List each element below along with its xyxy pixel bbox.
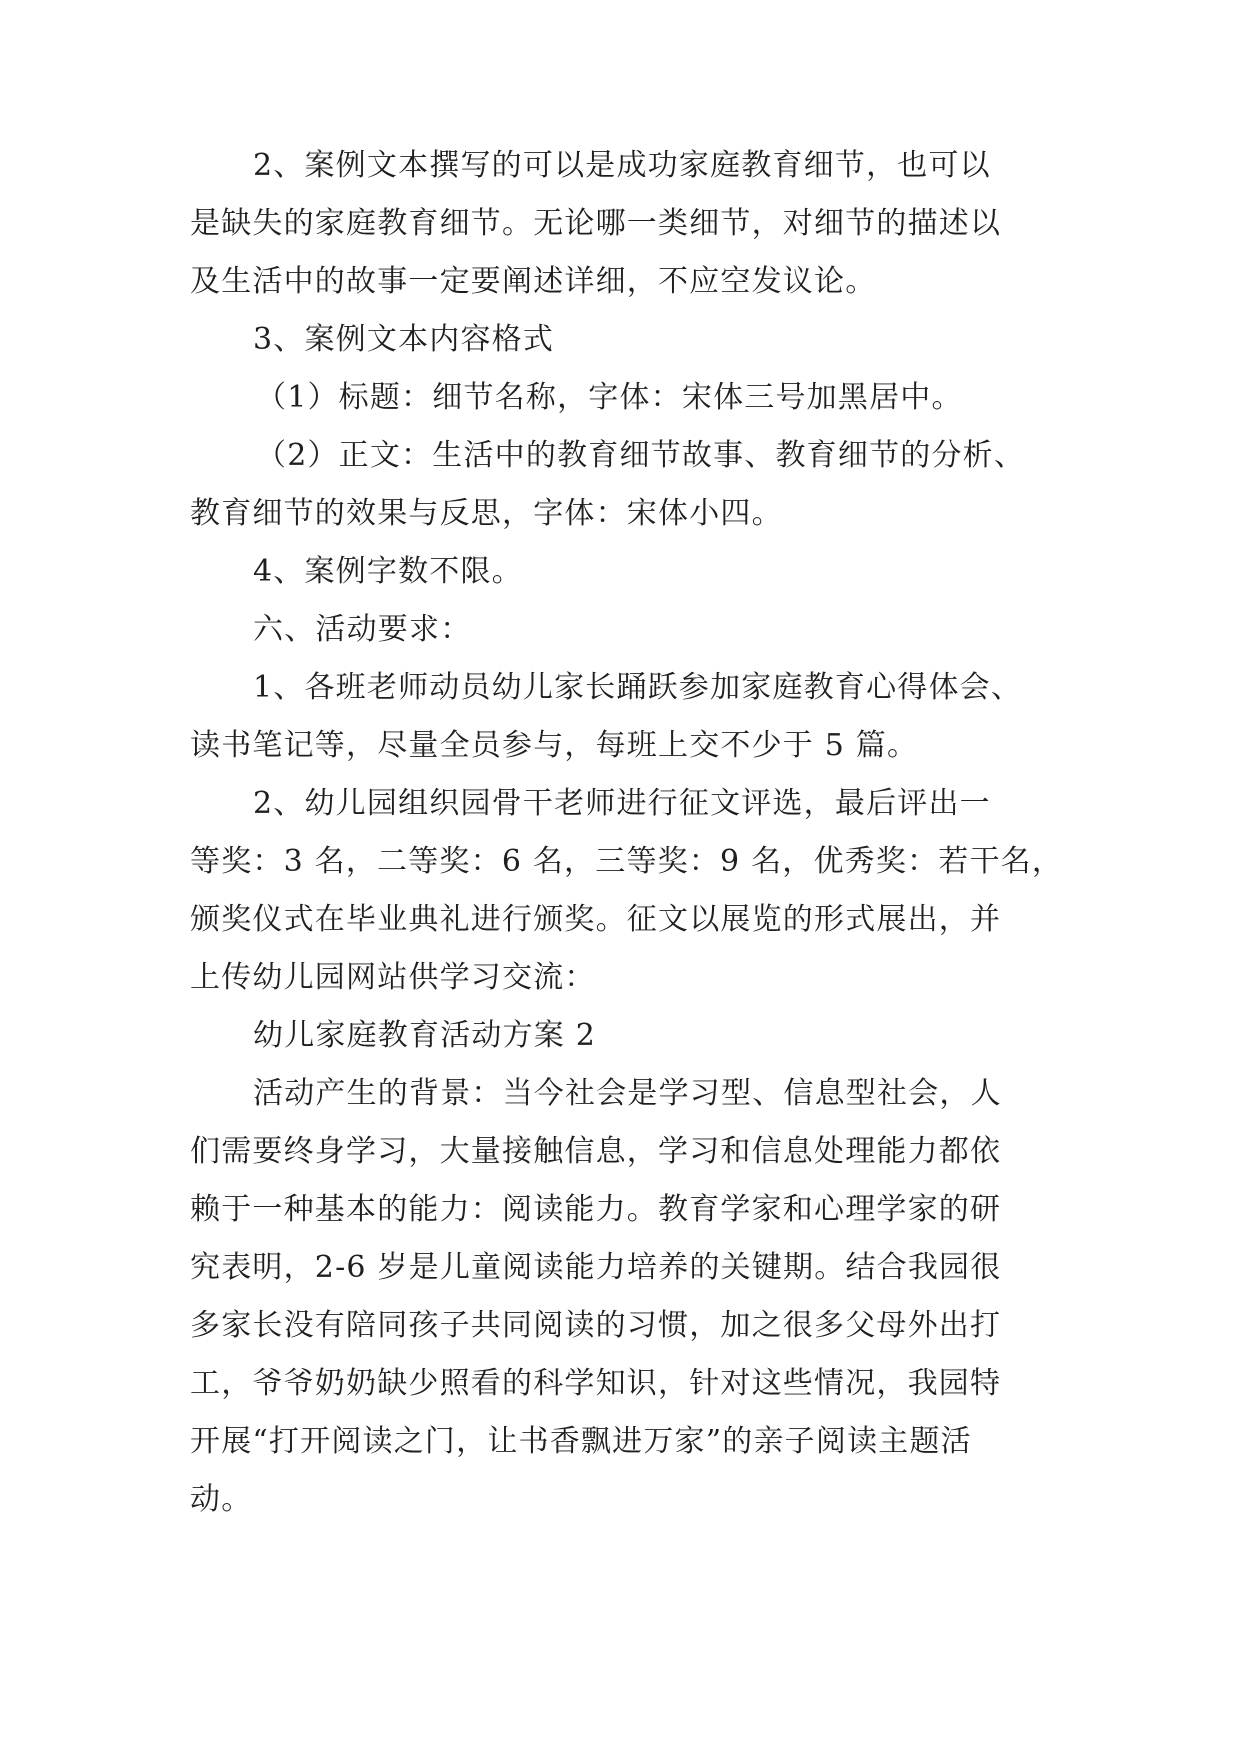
section-case-format: 3、案例文本内容格式 xyxy=(253,322,555,357)
paragraph-case-writing-line-1: 2、案例文本撰写的可以是成功家庭教育细节，也可以 xyxy=(253,148,991,183)
requirement-2-line-1: 2、幼儿园组织园骨干老师进行征文评选，最后评出一 xyxy=(253,786,991,821)
background-line-5: 多家长没有陪同孩子共同阅读的习惯，加之很多父母外出打 xyxy=(190,1308,1002,1343)
section-activity-requirements: 六、活动要求： xyxy=(253,612,472,647)
requirement-1-line-2: 读书笔记等，尽量全员参与，每班上交不少于 5 篇。 xyxy=(190,728,919,763)
format-body-item-line-1: （2）正文：生活中的教育细节故事、教育细节的分析、 xyxy=(256,438,1026,473)
background-line-3: 赖于一种基本的能力：阅读能力。教育学家和心理学家的研 xyxy=(190,1192,1002,1227)
requirement-2-line-4: 上传幼儿园网站供学习交流： xyxy=(190,960,596,995)
background-line-4: 究表明，2-6 岁是儿童阅读能力培养的关键期。结合我园很 xyxy=(190,1250,1002,1285)
background-line-2: 们需要终身学习，大量接触信息，学习和信息处理能力都依 xyxy=(190,1134,1002,1169)
requirement-1-line-1: 1、各班老师动员幼儿家长踊跃参加家庭教育心得体会、 xyxy=(253,670,1023,705)
background-line-1: 活动产生的背景：当今社会是学习型、信息型社会，人 xyxy=(253,1076,1002,1111)
format-body-item-line-2: 教育细节的效果与反思，字体：宋体小四。 xyxy=(190,496,783,531)
paragraph-case-writing-line-3: 及生活中的故事一定要阐述详细，不应空发议论。 xyxy=(190,264,877,299)
plan-2-title: 幼儿家庭教育活动方案 2 xyxy=(253,1018,597,1053)
paragraph-case-writing-line-2: 是缺失的家庭教育细节。无论哪一类细节，对细节的描述以 xyxy=(190,206,1002,241)
format-title-item: （1）标题：细节名称，字体：宋体三号加黑居中。 xyxy=(256,380,963,415)
requirement-2-line-2: 等奖：3 名，二等奖：6 名，三等奖：9 名，优秀奖：若干名， xyxy=(190,844,1064,879)
case-word-count-item: 4、案例字数不限。 xyxy=(253,554,523,589)
background-line-7: 开展“打开阅读之门，让书香飘进万家”的亲子阅读主题活 xyxy=(190,1424,972,1459)
requirement-2-line-3: 颁奖仪式在毕业典礼进行颁奖。征文以展览的形式展出，并 xyxy=(190,902,1002,937)
background-line-6: 工，爷爷奶奶缺少照看的科学知识，针对这些情况，我园特 xyxy=(190,1366,1002,1401)
background-line-8: 动。 xyxy=(190,1482,253,1517)
